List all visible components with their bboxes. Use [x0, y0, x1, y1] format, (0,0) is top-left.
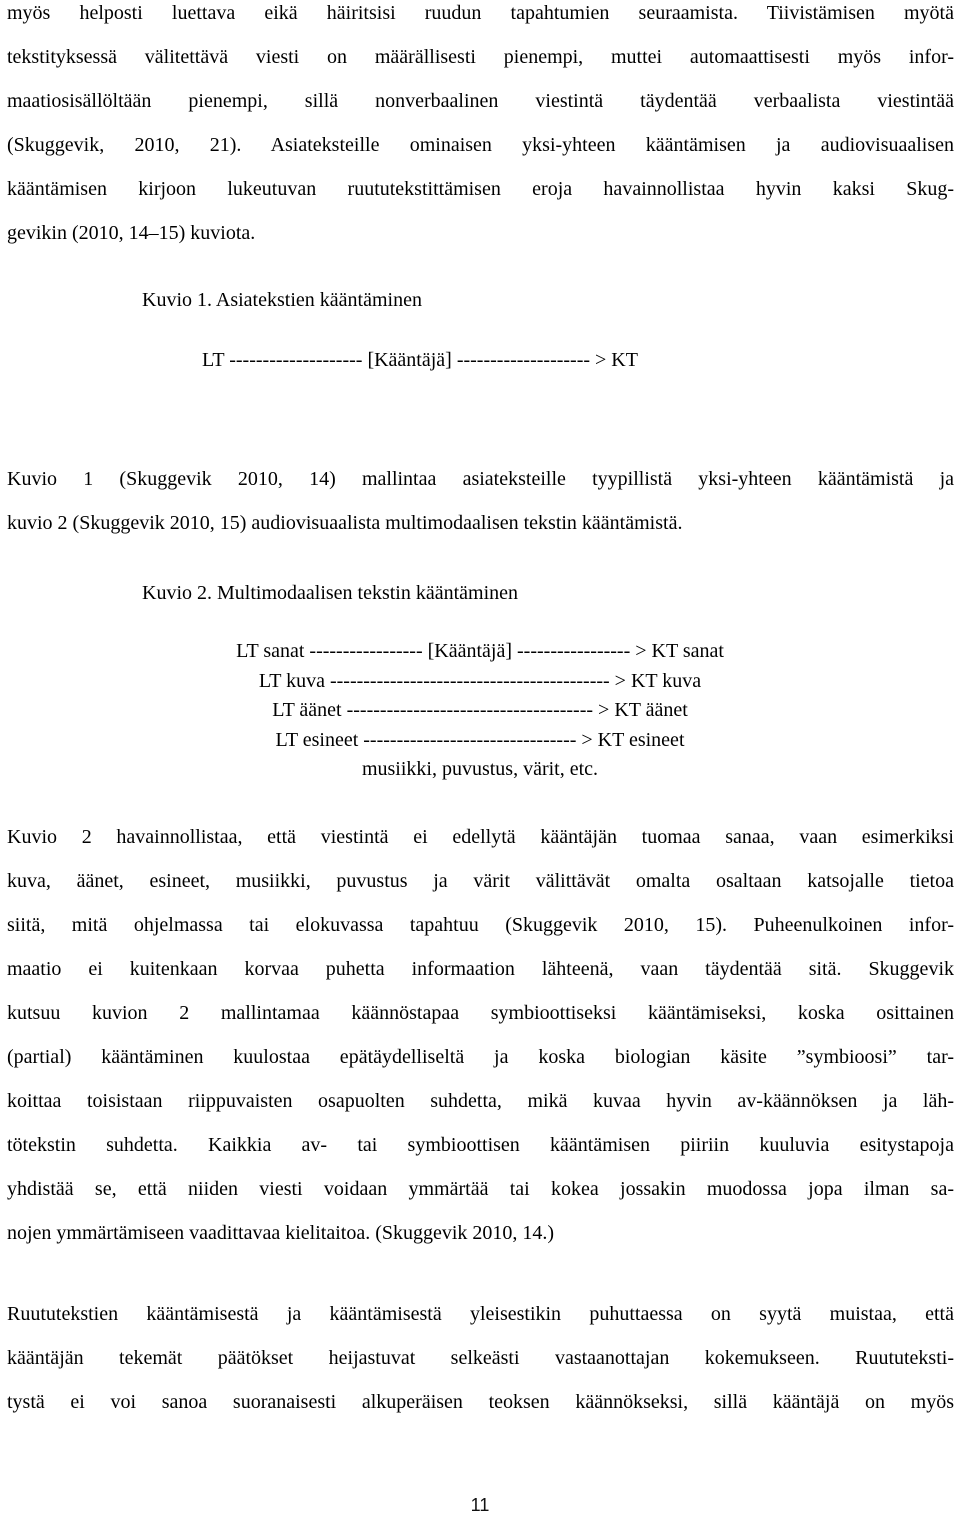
- text-line: kutsuu kuvion 2 mallintamaa käännöstapaa symbioottiseksi kääntämiseksi, koska osittainen: [7, 1002, 954, 1024]
- text-line: (Skuggevik, 2010, 21). Asiateksteille ominaisen yksi-yhteen kääntämisen ja audiovisuaalisen: [7, 134, 954, 156]
- text-line: siitä, mitä ohjelmassa tai elokuvassa tapahtuu (Skuggevik 2010, 15). Puheenulkoinen infor-: [7, 914, 954, 936]
- paragraph-symbioottinen: [7, 815, 954, 1255]
- text-line: (partial) kääntäminen kuulostaa epätäydelliseltä ja koska biologian käsite ”symbioosi” tar-: [7, 1046, 954, 1068]
- paragraph-ruututekstit: [7, 1292, 954, 1424]
- text-line: tystä ei voi sanoa suoranaisesti alkuperäisen teoksen käännökseksi, sillä kääntäjä on myös: [7, 1391, 954, 1413]
- figure-2-caption: Kuvio 2. Multimodaalisen tekstin kääntäminen: [142, 582, 519, 604]
- text-line: kääntämisen kirjoon lukeutuvan ruututekstittämisen eroja havainnollistaa hyvin kaksi Skug-: [7, 178, 954, 200]
- figure-2-diagram: [0, 637, 960, 785]
- figure-2-row-other: musiikki, puvustus, värit, etc.: [361, 758, 599, 780]
- text-line: Kuvio 1 (Skuggevik 2010, 14) mallintaa asiateksteille tyypillistä yksi-yhteen kääntämistä ja: [7, 468, 954, 490]
- page-number: 11: [470, 1495, 490, 1515]
- figure-2-row-esineet: LT esineet -------------------------------- > KT esineet: [275, 728, 685, 751]
- text-line: maatiosisällöltään pienempi, sillä nonverbaalinen viestintä täydentää verbaalista viestintää: [7, 90, 954, 112]
- text-line: yhdistää se, että niiden viesti voidaan ymmärtää tai kokea jossakin muodossa jopa ilman sa-: [7, 1178, 954, 1200]
- text-line: Ruututekstien kääntämisestä ja kääntämisestä yleisestikin puhuttaessa on syytä muistaa, että: [7, 1303, 954, 1325]
- figure-1-diagram-line: LT -------------------- [Kääntäjä] -------------------- > KT: [202, 349, 638, 371]
- figure-2-row-kuva: LT kuva ------------------------------------------ > KT kuva: [258, 669, 702, 692]
- figure-1-caption: Kuvio 1. Asiatekstien kääntäminen: [142, 289, 422, 311]
- figure-2-row-sanat: LT sanat ----------------- [Kääntäjä] ----------------- > KT sanat: [236, 640, 724, 662]
- text-line: nojen ymmärtämiseen vaadittavaa kielitaitoa. (Skuggevik 2010, 14.): [7, 1222, 555, 1244]
- text-line: myös helposti luettava eikä häiritsisi ruudun tapahtumien seuraamista. Tiivistämisen myötä: [7, 2, 954, 24]
- paragraph-tiivistaminen: [7, 0, 954, 255]
- text-line: tekstityksessä välitettävä viesti on määrällisesti pienempi, muttei automaattisesti myös infor-: [7, 46, 954, 68]
- text-line: tötekstin suhdetta. Kaikkia av- tai symbioottisen kääntämisen piiriin kuuluvia esitystapoja: [7, 1134, 954, 1156]
- paragraph-kuvio-comparison: [7, 457, 954, 545]
- text-line: kuvio 2 (Skuggevik 2010, 15) audiovisuaalista multimodaalisen tekstin kääntämistä.: [7, 512, 683, 534]
- text-line: kuva, äänet, esineet, musiikki, puvustus ja värit välittävät omalta osaltaan katsojalle tietoa: [7, 870, 954, 892]
- text-line: Kuvio 2 havainnollistaa, että viestintä ei edellytä kääntäjän tuomaa sanaa, vaan esimerkiksi: [7, 826, 954, 848]
- figure-2-row-aanet: LT äänet ------------------------------------- > KT äänet: [272, 699, 688, 721]
- text-line: maatio ei kuitenkaan korvaa puhetta informaation lähteenä, vaan täydentää sitä. Skuggevik: [7, 958, 954, 980]
- text-line: koittaa toisistaan riippuvaisten osapuolten suhdetta, mikä kuvaa hyvin av-käännöksen ja läh-: [7, 1090, 954, 1112]
- text-line: kääntäjän tekemät päätökset heijastuvat selkeästi vastaanottajan kokemukseen. Ruututeksti-: [7, 1347, 954, 1369]
- text-line: gevikin (2010, 14–15) kuviota.: [7, 222, 256, 244]
